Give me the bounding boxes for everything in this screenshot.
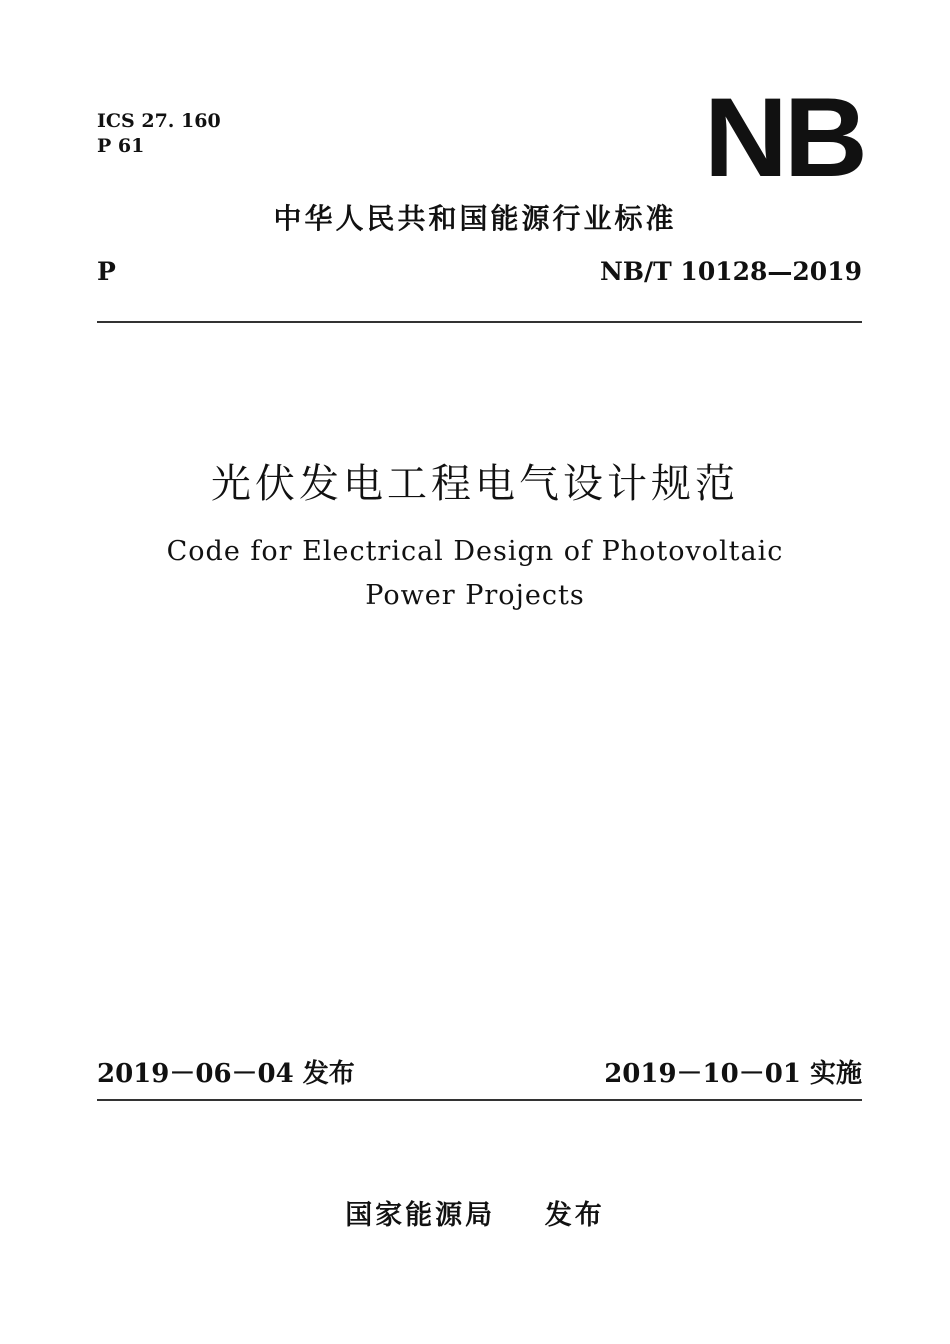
title-chinese: 光伏发电工程电气设计规范 <box>211 461 739 507</box>
issuer-line <box>0 1193 950 1232</box>
issuing-authority-heading: 中华人民共和国能源行业标准 <box>273 202 677 235</box>
ccs-code: P 61 <box>97 135 145 157</box>
ics-code: ICS 27. 160 <box>97 110 221 132</box>
title-english-line-2: Power Projects <box>365 580 585 611</box>
issue-date: 2019－06－04 <box>97 1059 294 1089</box>
issue-label: 发布 <box>302 1059 355 1089</box>
top-divider <box>97 321 862 323</box>
issuer-action: 发布 <box>544 1200 605 1231</box>
ics-classification <box>97 109 221 159</box>
title-english <box>0 530 950 618</box>
title-english-line-1: Code for Electrical Design of Photovoltaic <box>166 536 784 567</box>
standard-number: NB/T 10128—2019 <box>600 257 862 286</box>
issuer-name: 国家能源局 <box>345 1200 496 1231</box>
category-letter: P <box>97 257 116 286</box>
issue-date-block <box>97 1053 355 1090</box>
effective-date-block <box>604 1053 862 1090</box>
effective-label: 实施 <box>809 1059 862 1089</box>
effective-date: 2019－10－01 <box>604 1059 801 1089</box>
bottom-divider <box>97 1099 862 1101</box>
nb-logo: NB <box>704 75 864 200</box>
